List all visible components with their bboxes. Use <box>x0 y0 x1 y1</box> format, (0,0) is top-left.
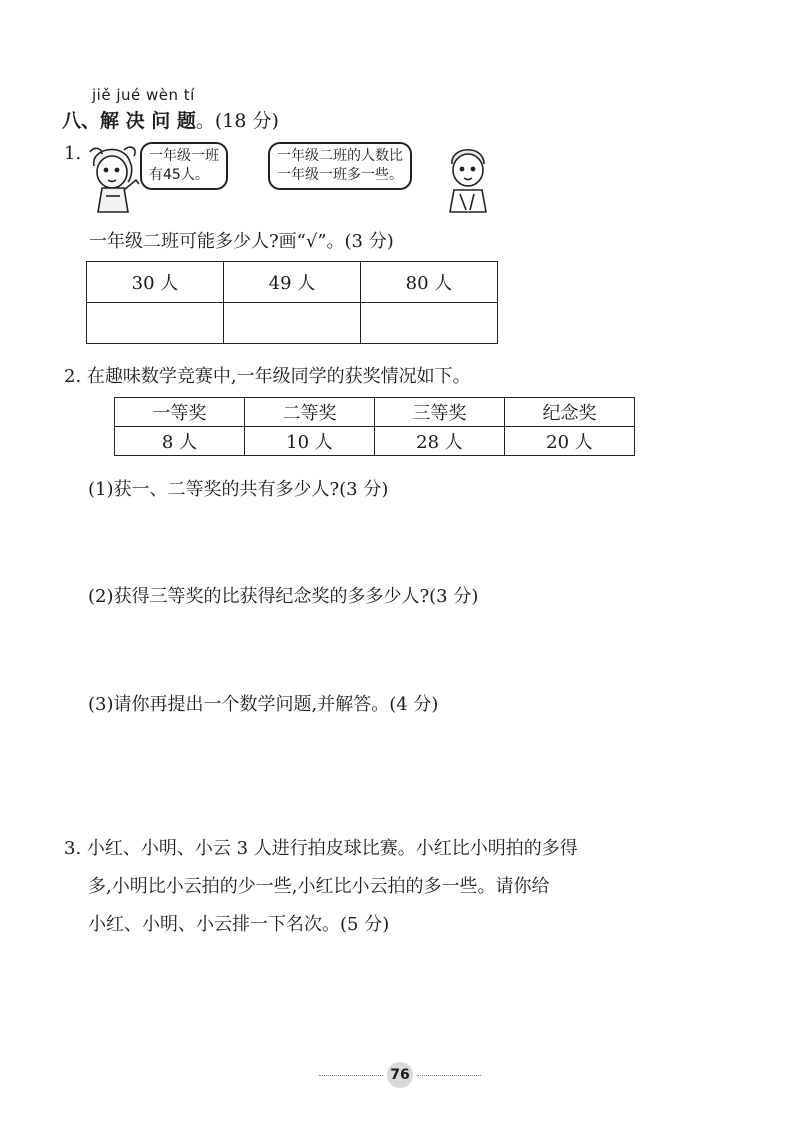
girl-illustration <box>84 140 144 214</box>
q2-sub-question-3: (3)请你再提出一个数学问题,并解答。(4 分) <box>88 694 439 715</box>
footer-dots-left <box>319 1075 383 1076</box>
girl-speech-bubble <box>140 142 228 190</box>
girl-bubble-line-1: 一年级一班 <box>149 148 219 164</box>
boy-bubble-line-2: 一年级一班多一些。 <box>277 167 403 183</box>
q1-number: 1. <box>64 143 82 164</box>
q2-table-cell: 10 人 <box>245 427 375 456</box>
q2-table-cell: 28 人 <box>375 427 505 456</box>
q1-table-cell: 49 人 <box>224 262 361 303</box>
q1-answer-cell[interactable] <box>224 303 361 344</box>
boy-speech-bubble <box>268 142 412 190</box>
footer-dots-right <box>417 1075 481 1076</box>
page-number: 76 <box>387 1062 413 1088</box>
boy-illustration <box>440 140 496 214</box>
q2-sub-question-2: (2)获得三等奖的比获得纪念奖的多多少人?(3 分) <box>88 586 479 607</box>
q2-table-cell: 8 人 <box>115 427 245 456</box>
q1-table-answer-row <box>87 303 498 344</box>
q2-table-header-row <box>115 398 635 427</box>
q3-line-3: 小红、小明、小云排一下名次。(5 分) <box>88 914 390 935</box>
q2-sub-question-1: (1)获一、二等奖的共有多少人?(3 分) <box>88 479 389 500</box>
section-title <box>62 106 279 133</box>
section-title-text: 八、解 决 问 题 <box>62 110 196 132</box>
section-points: 。(18 分) <box>195 110 279 132</box>
section-title-pinyin: jiě jué wèn tí <box>92 86 195 104</box>
q1-answer-cell[interactable] <box>361 303 498 344</box>
q1-table-cell: 30 人 <box>87 262 224 303</box>
q2-table-cell: 一等奖 <box>115 398 245 427</box>
q1-table <box>86 261 498 344</box>
q2-table-cell: 纪念奖 <box>505 398 635 427</box>
boy-bubble-line-1: 一年级二班的人数比 <box>277 148 403 164</box>
q1-table-header-row <box>87 262 498 303</box>
q2-table-cell: 三等奖 <box>375 398 505 427</box>
q1-question: 一年级二班可能多少人?画“√”。(3 分) <box>89 231 394 252</box>
page-number-footer <box>0 1062 800 1088</box>
q2-intro: 2. 在趣味数学竞赛中,一年级同学的获奖情况如下。 <box>64 366 471 387</box>
q2-table <box>114 397 635 456</box>
girl-bubble-line-2: 有45人。 <box>149 167 209 183</box>
q1-table-cell: 80 人 <box>361 262 498 303</box>
q2-table-cell: 20 人 <box>505 427 635 456</box>
q1-answer-cell[interactable] <box>87 303 224 344</box>
q2-table-cell: 二等奖 <box>245 398 375 427</box>
q3-line-1: 3. 小红、小明、小云 3 人进行拍皮球比赛。小红比小明拍的多得 <box>64 838 578 859</box>
q2-table-value-row <box>115 427 635 456</box>
q3-line-2: 多,小明比小云拍的少一些,小红比小云拍的多一些。请你给 <box>88 876 550 897</box>
